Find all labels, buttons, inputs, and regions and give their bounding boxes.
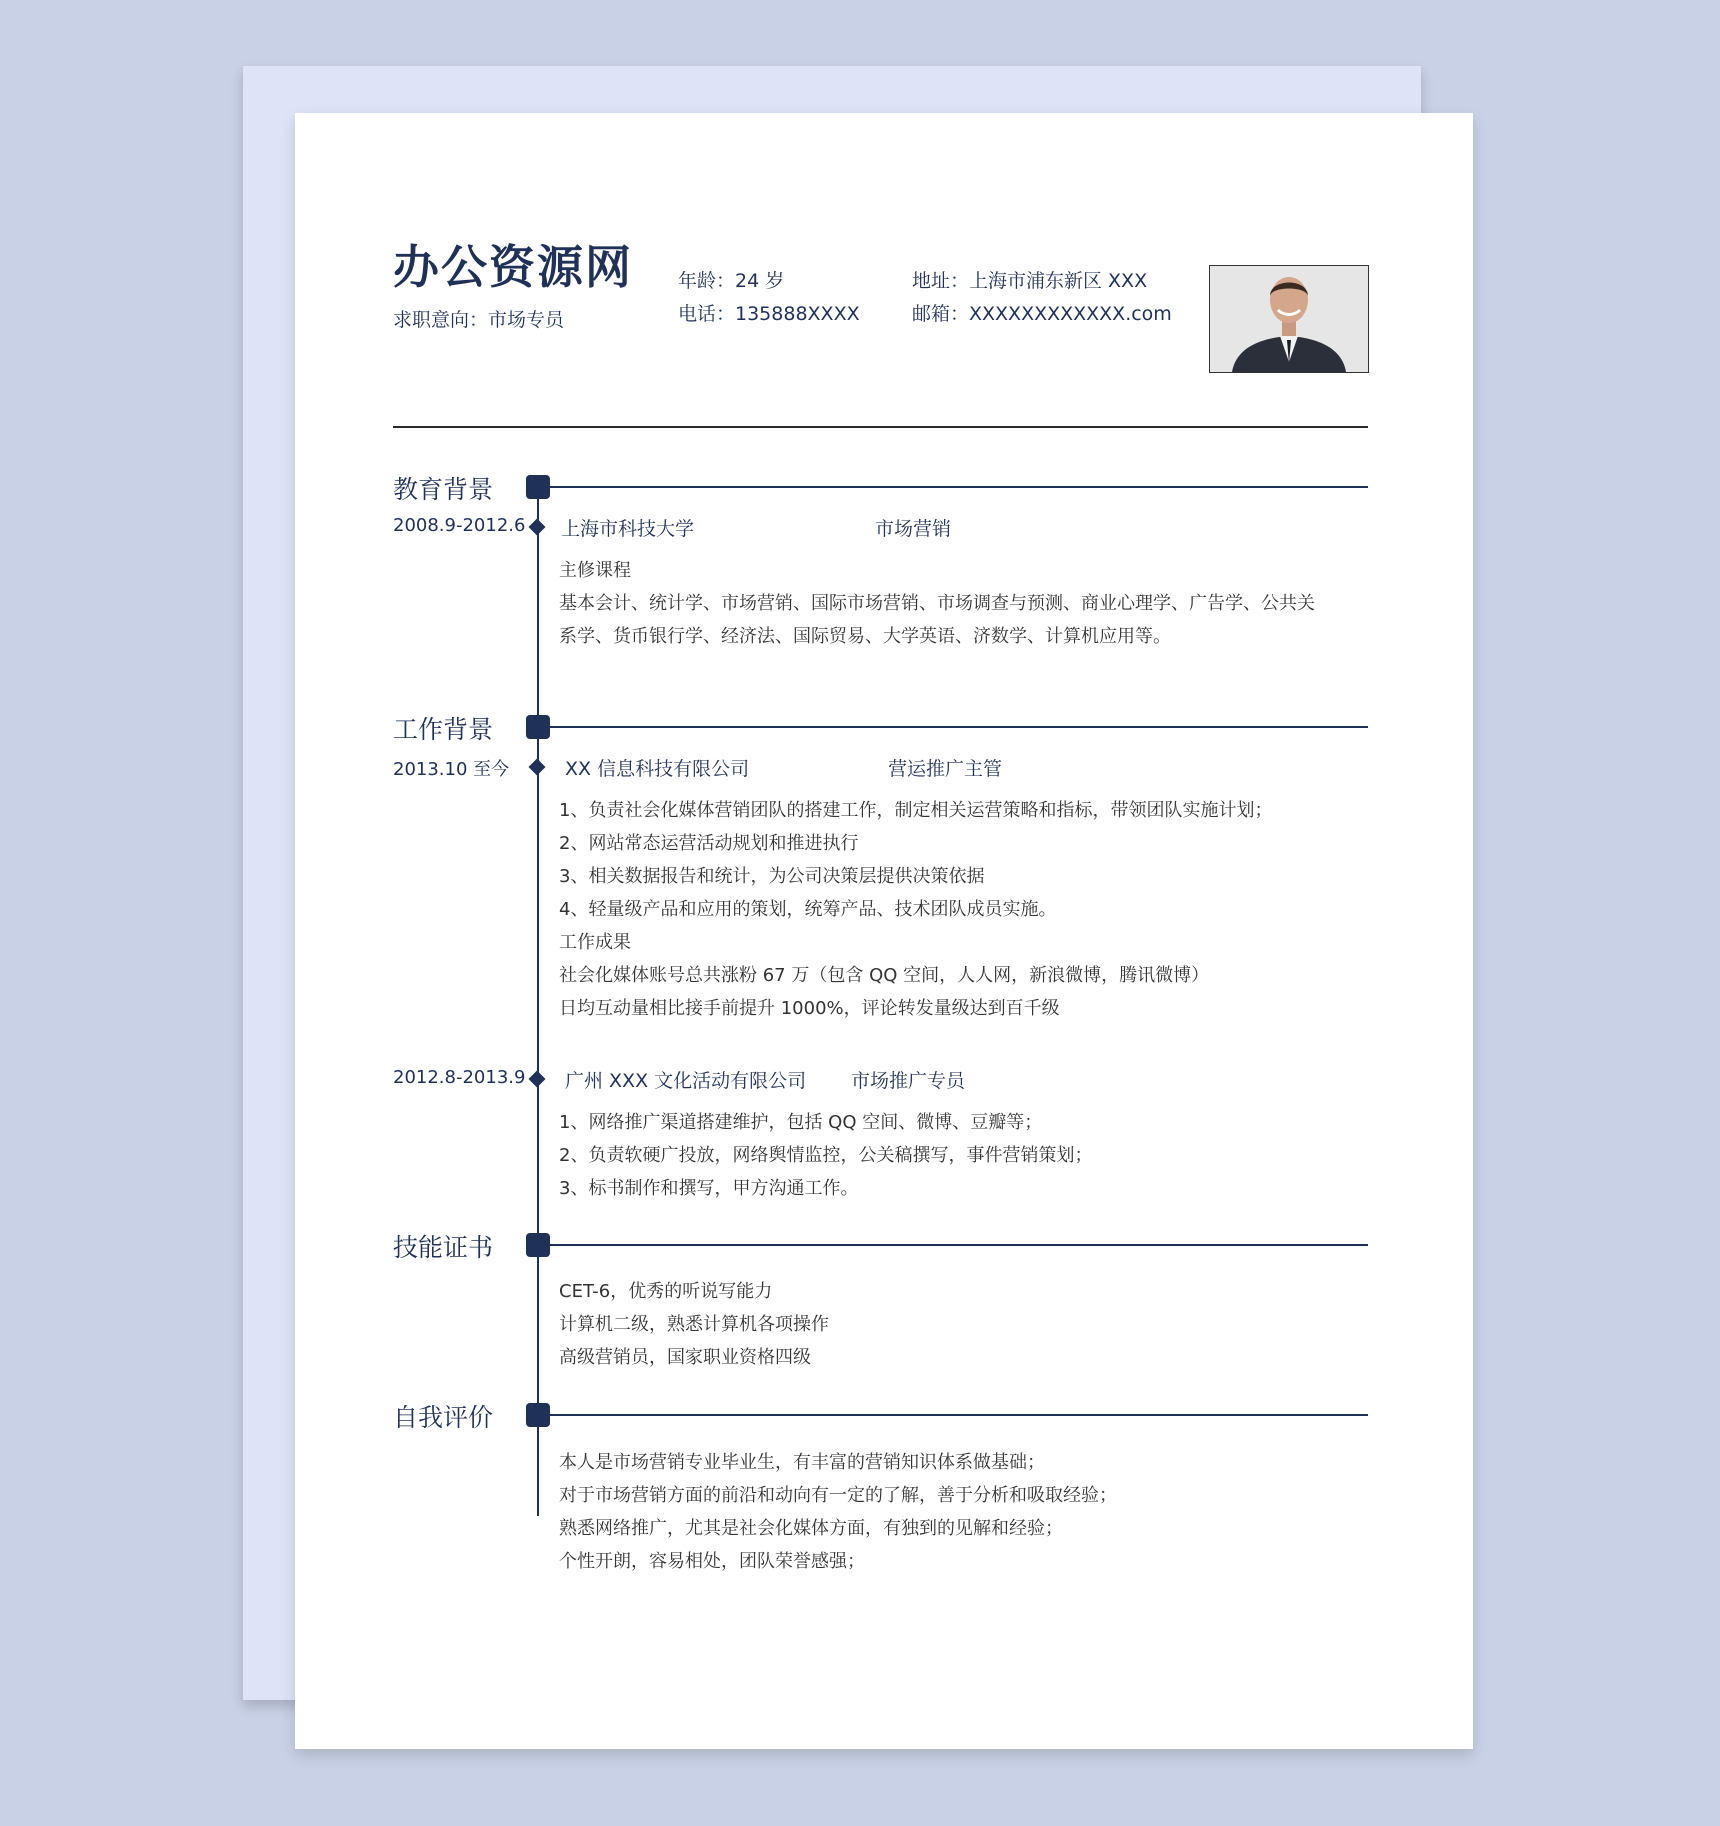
job-duty-line: 2、负责软硬广投放，网络舆情监控，公关稿撰写，事件营销策划； [559,1145,1093,1166]
company-name: XX 信息科技有限公司 [565,758,750,780]
courses-line: 系学、货币银行学、经济法、国际贸易、大学英语、济数学、计算机应用等。 [559,626,1171,647]
age-info: 年龄：24 岁 [678,270,785,292]
section-divider [550,1414,1368,1416]
self-eval-line: 个性开朗，容易相处，团队荣誉感强； [559,1551,865,1572]
resume-page [295,113,1473,1749]
resume-name: 办公资源网 [393,240,633,294]
address-info: 地址：上海市浦东新区 XXX [912,270,1148,292]
job-duty-line: 3、相关数据报告和统计，为公司决策层提供决策依据 [559,866,985,887]
school-name: 上海市科技大学 [561,518,695,540]
job-duty-line: 2、网站常态运营活动规划和推进执行 [559,833,859,854]
header-divider [393,426,1368,428]
job-achievement-line: 日均互动量相比接手前提升 1000%，评论转发量级达到百千级 [559,998,1060,1019]
job-duty-line: 3、标书制作和撰写，甲方沟通工作。 [559,1178,859,1199]
skill-line: CET-6，优秀的听说写能力 [559,1281,773,1302]
timeline-diamond [529,1071,546,1088]
section-divider [550,726,1368,728]
job-duty-line: 1、负责社会化媒体营销团队的搭建工作，制定相关运营策略和指标，带领团队实施计划； [559,800,1273,821]
section-marker [526,715,550,739]
portrait-photo-icon [1210,266,1368,372]
company-name: 广州 XXX 文化活动有限公司 [565,1070,807,1092]
self-eval-line: 本人是市场营销专业毕业生，有丰富的营销知识体系做基础； [559,1452,1045,1473]
avatar [1209,265,1369,373]
section-marker [526,1403,550,1427]
self-eval-line: 熟悉网络推广，尤其是社会化媒体方面，有独到的见解和经验； [559,1518,1063,1539]
job-duty-line: 4、轻量级产品和应用的策划，统筹产品、技术团队成员实施。 [559,899,1057,920]
courses-label: 主修课程 [559,560,631,581]
job-achievement-line: 社会化媒体账号总共涨粉 67 万（包含 QQ 空间，人人网，新浪微博，腾讯微博） [559,965,1210,986]
section-title-education: 教育背景 [393,475,494,504]
job-position: 营运推广主管 [888,758,1003,780]
skill-line: 高级营销员，国家职业资格四级 [559,1347,811,1368]
phone-info: 电话：135888XXXX [678,303,860,325]
timeline-diamond [529,759,546,776]
section-marker [526,475,550,499]
section-divider [550,486,1368,488]
skill-line: 计算机二级，熟悉计算机各项操作 [559,1314,829,1335]
section-marker [526,1233,550,1257]
job-date: 2012.8-2013.9 [393,1067,526,1088]
courses-line: 基本会计、统计学、市场营销、国际市场营销、市场调查与预测、商业心理学、广告学、公共关 [559,593,1315,614]
self-eval-line: 对于市场营销方面的前沿和动向有一定的了解，善于分析和吸取经验； [559,1485,1117,1506]
job-intent: 求职意向：市场专员 [393,309,565,331]
timeline-diamond [529,519,546,536]
section-title-skills: 技能证书 [393,1233,494,1262]
email-info: 邮箱：XXXXXXXXXXXX.com [912,303,1172,325]
major-name: 市场营销 [875,518,952,540]
section-title-work: 工作背景 [393,715,494,744]
job-date: 2013.10 至今 [393,759,510,780]
job-achievement-label: 工作成果 [559,932,631,953]
section-divider [550,1244,1368,1246]
timeline-line [537,488,539,1516]
section-title-self-eval: 自我评价 [393,1403,494,1432]
job-duty-line: 1、网络推广渠道搭建维护，包括 QQ 空间、微博、豆瓣等； [559,1112,1043,1133]
job-position: 市场推广专员 [851,1070,966,1092]
education-date: 2008.9-2012.6 [393,515,526,536]
